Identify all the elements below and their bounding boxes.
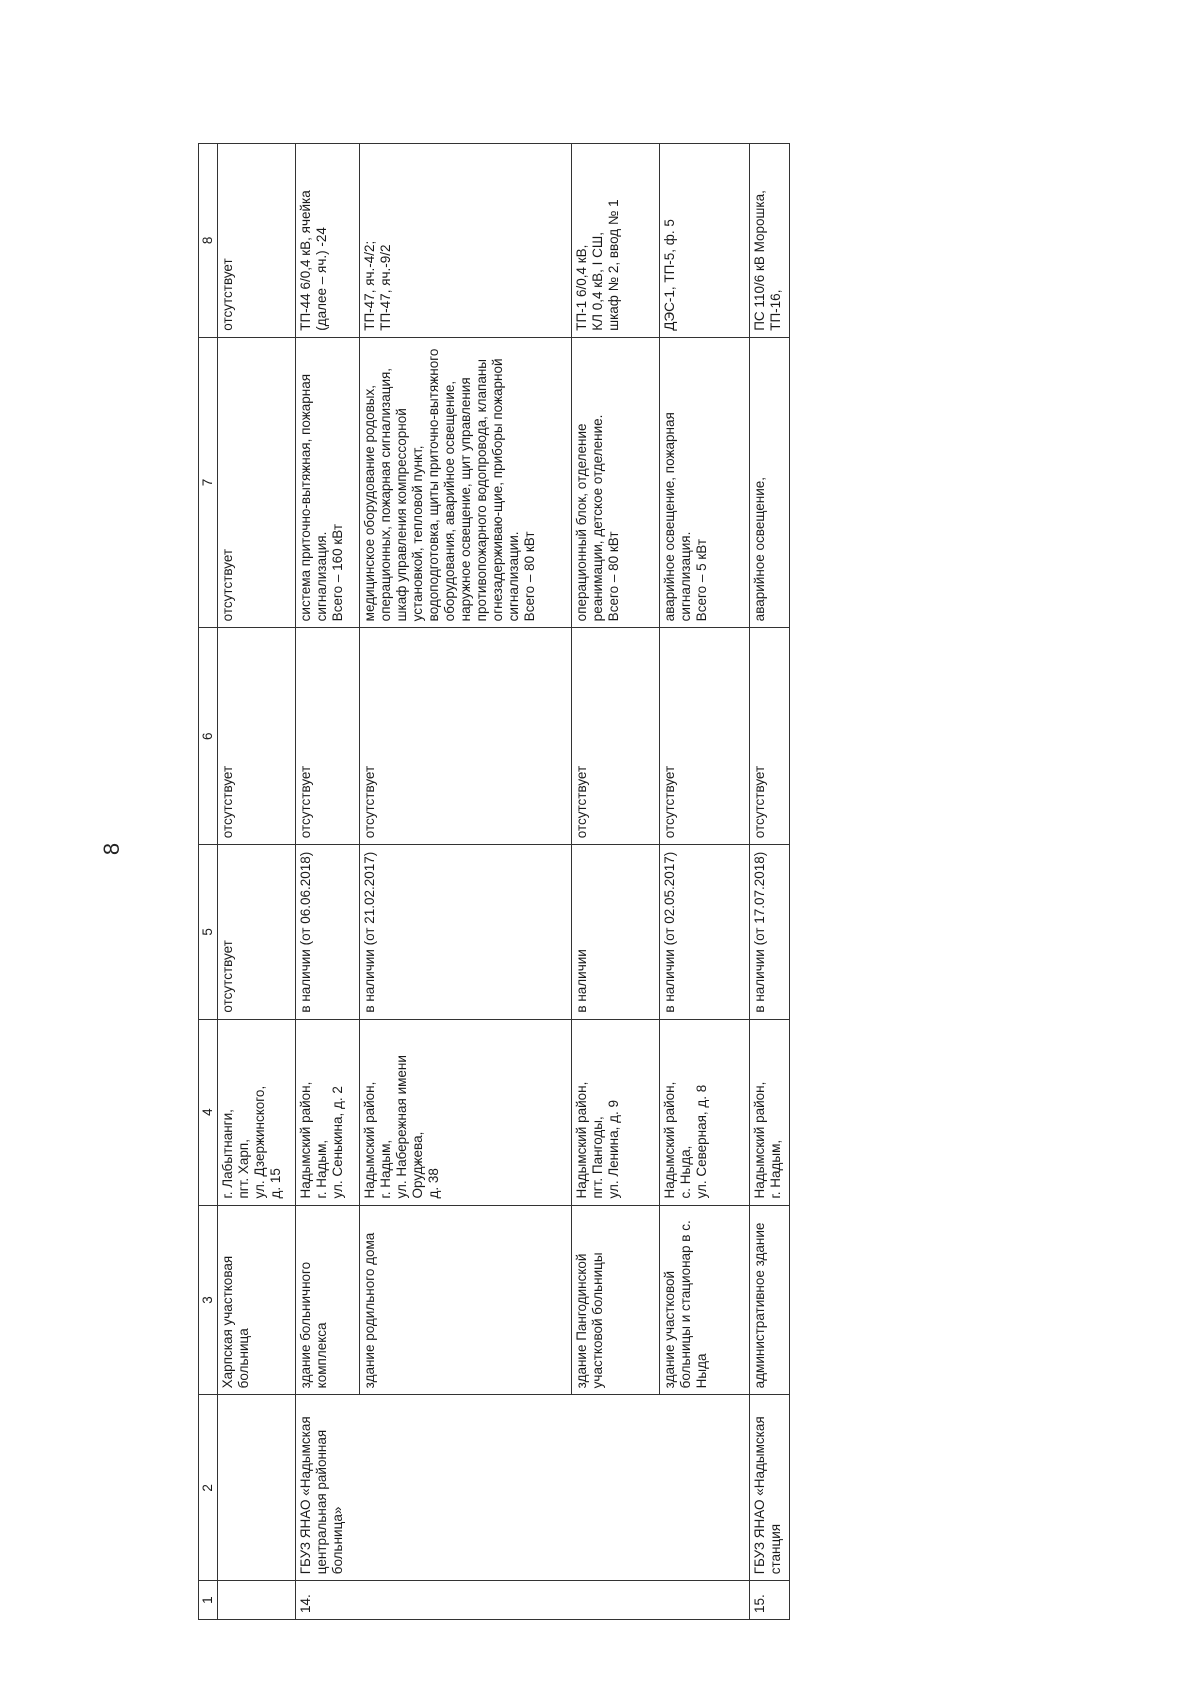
column-header: 1 [199,1581,218,1620]
column-header: 5 [199,845,218,1019]
column-header: 3 [199,1205,218,1395]
organization-cell [572,1395,660,1581]
page-number: 8 [99,842,125,856]
organization-cell: ГБУЗ ЯНАО «Надымская центральная районная больница» [296,1395,360,1581]
table-header-row [199,144,218,1620]
col6-cell: отсутствует [572,628,660,845]
col6-cell: отсутствует [660,628,750,845]
col7-cell: операционный блок, отделение реанимации, детское отделение. Всего – 80 кВт [572,337,660,628]
col8-cell: ДЭС-1, ТП-5, ф. 5 [660,144,750,338]
column-header: 6 [199,628,218,845]
organization-cell [218,1395,296,1581]
object-cell: Харпская участковая больница [218,1205,296,1395]
col5-cell: в наличии (от 17.07.2018) [750,845,790,1019]
col7-cell: медицинское оборудование родовых, операционных, пожарная сигнализация, шкаф управления компрессорной установкой, тепловой пункт, водоподготовка, щиты приточно-вытяжного оборудования, аварийное освещение, наружное освещение, щит управления противопожарного водопровода, клапаны огнезадерживаю-щие, приборы пожарной сигнализации. Всего – 80 кВт [360,337,572,628]
col7-cell: аварийное освещение, пожарная сигнализация. Всего – 5 кВт [660,337,750,628]
col8-cell: отсутствует [218,144,296,338]
col5-cell: отсутствует [218,845,296,1019]
row-number-cell: 14. [296,1581,360,1620]
object-cell: административное здание [750,1205,790,1395]
address-cell: Надымский район, г. Надым, ул. Набережная имени Оруджева, д. 38 [360,1019,572,1205]
column-header: 2 [199,1395,218,1581]
column-header: 4 [199,1019,218,1205]
column-header: 8 [199,144,218,338]
col6-cell: отсутствует [296,628,360,845]
table-row [660,144,750,1620]
object-cell: здание участковой больницы и стационар в с. Ныда [660,1205,750,1395]
col6-cell: отсутствует [360,628,572,845]
table-row [296,144,360,1620]
address-cell: г. Лабытнанги, пгт. Харп, ул. Дзержинского, д. 15 [218,1019,296,1205]
organization-cell [660,1395,750,1581]
table-row [572,144,660,1620]
row-number-cell [660,1581,750,1620]
col7-cell: аварийное освещение, [750,337,790,628]
object-cell: здание родильного дома [360,1205,572,1395]
col8-cell: ТП-1 6/0,4 кВ, КЛ 0,4 кВ, I СШ, шкаф № 2, ввод № 1 [572,144,660,338]
col5-cell: в наличии (от 21.02.2017) [360,845,572,1019]
object-cell: здание Пангодинской участковой больницы [572,1205,660,1395]
col5-cell: в наличии [572,845,660,1019]
column-header: 7 [199,337,218,628]
address-cell: Надымский район, г. Надым, [750,1019,790,1205]
row-number-cell [360,1581,572,1620]
table-row [360,144,572,1620]
organization-cell: ГБУЗ ЯНАО «Надымская станция [750,1395,790,1581]
col7-cell: система приточно-вытяжная, пожарная сигнализация. Всего – 160 кВт [296,337,360,628]
address-cell: Надымский район, пгт. Пангоды, ул. Ленина, д. 9 [572,1019,660,1205]
col8-cell: ТП-44 6/0,4 кВ, ячейка (далее – яч.) -24 [296,144,360,338]
col7-cell: отсутствует [218,337,296,628]
col8-cell: ПС 110/6 кВ Морошка, ТП-16, [750,144,790,338]
address-cell: Надымский район, с. Ныда, ул. Северная, д. 8 [660,1019,750,1205]
row-number-cell [572,1581,660,1620]
rotated-table-container [198,143,1106,1620]
row-number-cell: 15. [750,1581,790,1620]
row-number-cell [218,1581,296,1620]
table-row [750,144,790,1620]
col6-cell: отсутствует [218,628,296,845]
object-cell: здание больничного комплекса [296,1205,360,1395]
col5-cell: в наличии (от 02.05.2017) [660,845,750,1019]
facilities-table [198,143,790,1620]
organization-cell [360,1395,572,1581]
col8-cell: ТП-47, яч.-4/2; ТП-47, яч.-9/2 [360,144,572,338]
col5-cell: в наличии (от 06.06.2018) [296,845,360,1019]
table-row [218,144,296,1620]
address-cell: Надымский район, г. Надым, ул. Сенькина, д. 2 [296,1019,360,1205]
col6-cell: отсутствует [750,628,790,845]
